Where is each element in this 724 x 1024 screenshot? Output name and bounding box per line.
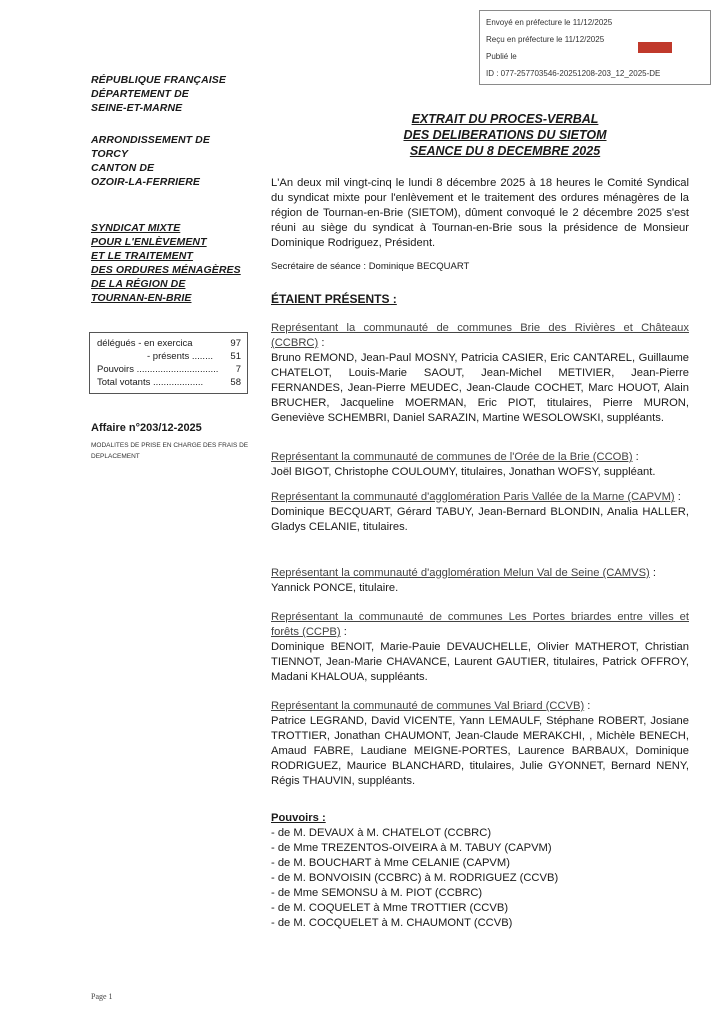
header-line: RÉPUBLIQUE FRANÇAISE [91, 74, 227, 86]
title-line-2: DES DELIBERATIONS DU SIETOM [403, 128, 607, 142]
votes-row [97, 363, 241, 376]
title-line-1: EXTRAIT DU PROCES-VERBAL [411, 112, 599, 126]
votes-value: 58 [230, 377, 241, 388]
pouvoir-item: - de M. BOUCHART à Mme CELANIE (CAPVM) [271, 857, 510, 869]
affaire-number: Affaire n°203/12-2025 [91, 422, 202, 434]
votes-row [97, 376, 241, 389]
affaire-objet: MODALITES DE PRISE EN CHARGE DES FRAIS DE DEPLACEMENT [91, 442, 249, 460]
group-title: Représentant la communauté de communes Val Briard (CCVB) [271, 700, 585, 712]
group-ccpb [271, 610, 689, 685]
votes-row [97, 337, 241, 350]
pouvoir-item: - de M. COCQUELET à M. CHAUMONT (CCVB) [271, 917, 513, 929]
header-line: DES ORDURES MÉNAGÈRES [91, 264, 241, 276]
group-title: Représentant la communauté d'agglomération Melun Val de Seine (CAMVS) [271, 567, 650, 579]
header-line: CANTON DE [91, 162, 155, 174]
group-suffix: : [340, 626, 347, 638]
group-members: Joël BIGOT, Christophe COULOUMY, titulaires, Jonathan WOFSY, suppléant. [271, 466, 656, 478]
header-arrondissement [91, 133, 251, 189]
stamp-id: ID : 077-257703546-20251208-203_12_2025-DE [486, 69, 661, 78]
group-members: Dominique BECQUART, Gérard TABUY, Jean-Bernard BLONDIN, Analia HALLER, Gladys CELANIE, titulaires. [271, 506, 689, 533]
page-footer: Page 1 [91, 992, 113, 1001]
votes-value: 7 [235, 364, 241, 375]
group-capvm [271, 490, 689, 535]
votes-label: délégués - en exercica [97, 338, 193, 349]
presents-heading: ÉTAIENT PRÉSENTS : [271, 292, 397, 306]
pouvoirs-list [271, 826, 689, 931]
group-suffix: : [632, 451, 639, 463]
group-members: Bruno REMOND, Jean-Paul MOSNY, Patricia CASIER, Eric CANTAREL, Guillaume CHATELOT, Louis-Marie SAOUT, Jean-Michel METIVIER, Jean-Pierre FERNANDES, Jean-Pierre MEUDEC, Jean-Claude COCHET, Marc HOUOT, Alain BRUCHER, Jacqueline MOERMAN, Eric PIOT, titulaires, Pierre MURON, Geneviève SCHEMBRI, Daniel SARAZIN, Martine WESOLOWSKI, suppléants. [271, 352, 689, 424]
pouvoir-item: - de M. COQUELET à Mme TROTTIER (CCVB) [271, 902, 509, 914]
group-suffix: : [318, 337, 325, 349]
group-title: Représentant la communauté de communes Les Portes briardes entre villes et forêts (CCPB) [271, 611, 689, 638]
header-republique [91, 73, 251, 115]
header-line: OZOIR-LA-FERRIERE [91, 176, 201, 188]
votes-box [89, 332, 248, 394]
header-line: DE LA RÉGION DE [91, 278, 186, 290]
header-line: TOURNAN-EN-BRIE [91, 292, 192, 304]
group-members: Dominique BENOIT, Marie-Pauie DEVAUCHELLE, Olivier MATHEROT, Christian TIENNOT, Jean-Marie CHAVANCE, Laurent GAUTIER, titulaires, Patrick OFFROY, Madani KHALOUA, suppléants. [271, 641, 689, 683]
votes-label: Pouvoirs ............................... [97, 364, 219, 375]
header-line: POUR L'ENLÈVEMENT [91, 236, 207, 248]
intro-paragraph: L'An deux mil vingt-cinq le lundi 8 décembre 2025 à 18 heures le Comité Syndical du syndicat mixte pour l'enlèvement et le traitement des ordures ménagères de la région de Tournan-en-Brie (SIETOM), dûment convoqué le 2 décembre 2025 s'est réuni au siège du syndicat à Tournan-en-Brie sous la présidence de Monsieur Dominique Rodriguez, Président. [271, 177, 689, 249]
group-suffix: : [649, 567, 656, 579]
secretaire-seance: Secrétaire de séance : Dominique BECQUART [271, 261, 470, 272]
header-line: ARRONDISSEMENT DE [91, 134, 210, 146]
group-members: Patrice LEGRAND, David VICENTE, Yann LEMAULF, Stéphane ROBERT, Josiane TROTTIER, Jonathan CHAUMONT, Jean-Claude MERAKCHI, , Michèle BENECH, Amaud FABRE, Laudiane MEIGNE-PORTES, Laurence BARBAUX, Dominique RODRIGUEZ, Maurice BLANCHARD, titulaires, Julie GYONNET, Bernard NENY, Régis THAUVIN, suppléants. [271, 715, 689, 787]
pouvoir-item: - de M. DEVAUX à M. CHATELOT (CCBRC) [271, 827, 492, 839]
votes-row [97, 350, 241, 363]
header-line: SYNDICAT MIXTE [91, 222, 181, 234]
pouvoir-item: - de Mme TREZENTOS-OIVEIRA à M. TABUY (CAPVM) [271, 842, 552, 854]
pouvoir-item: - de M. BONVOISIN (CCBRC) à M. RODRIGUEZ (CCVB) [271, 872, 559, 884]
group-title: Représentant la communauté de communes Brie des Rivières et Châteaux (CCBRC) [271, 322, 689, 349]
stamp-published: Publié le [486, 52, 517, 61]
votes-value: 51 [230, 351, 241, 362]
header-line: ET LE TRAITEMENT [91, 250, 193, 262]
prefecture-stamp [479, 10, 711, 85]
votes-value: 97 [230, 338, 241, 349]
stamp-received: Reçu en préfecture le 11/12/2025 [486, 35, 605, 44]
group-ccvb [271, 699, 689, 789]
pouvoirs-section [271, 811, 689, 931]
group-members: Yannick PONCE, titulaire. [271, 582, 399, 594]
pouvoir-item: - de Mme SEMONSU à M. PIOT (CCBRC) [271, 887, 483, 899]
group-suffix: : [674, 491, 681, 503]
berger-levrault-logo [638, 42, 672, 53]
title-line-3: SEANCE DU 8 DECEMBRE 2025 [409, 144, 601, 158]
header-line: SEINE-ET-MARNE [91, 102, 183, 114]
group-ccbrc [271, 321, 689, 426]
votes-label: - présents ........ [147, 351, 213, 362]
group-camvs [271, 566, 689, 596]
header-line: TORCY [91, 148, 129, 160]
group-suffix: : [584, 700, 591, 712]
group-title: Représentant la communauté de communes de l'Orée de la Brie (CCOB) [271, 451, 633, 463]
header-syndicat [91, 221, 251, 305]
votes-label: Total votants ................... [97, 377, 204, 388]
pouvoirs-heading: Pouvoirs : [271, 812, 326, 824]
group-ccob [271, 450, 689, 480]
header-line: DÉPARTEMENT DE [91, 88, 189, 100]
stamp-sent: Envoyé en préfecture le 11/12/2025 [486, 18, 613, 27]
group-title: Représentant la communauté d'agglomération Paris Vallée de la Marne (CAPVM) [271, 491, 675, 503]
